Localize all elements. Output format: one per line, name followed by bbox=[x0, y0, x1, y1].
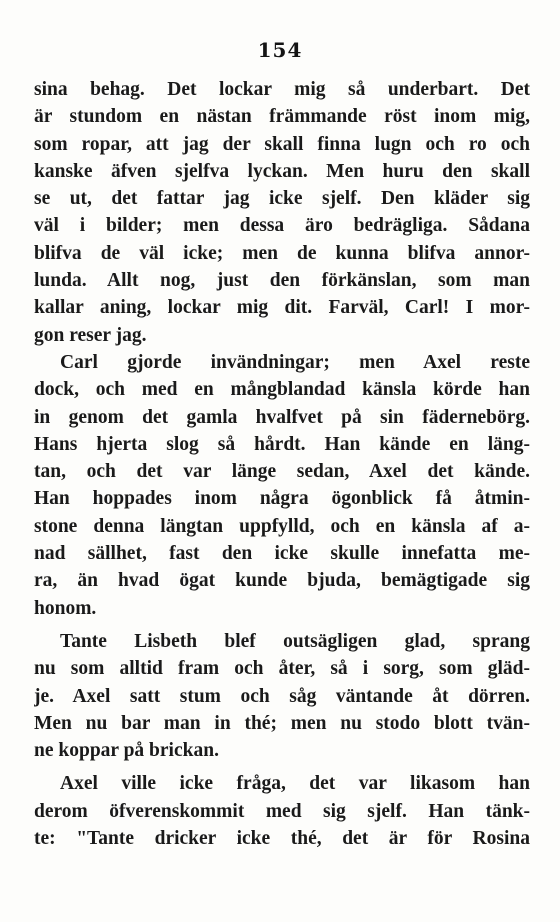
text-line: Han hoppades inom några ögonblick få åtmin- bbox=[34, 488, 530, 510]
text-line: lunda. Allt nog, just den förkänslan, som man bbox=[34, 270, 530, 292]
text-line: gon reser jag. bbox=[34, 324, 147, 346]
text-line: Axel ville icke fråga, det var likasom han bbox=[60, 773, 530, 795]
text-line: blifva de väl icke; men de kunna blifva annor- bbox=[34, 242, 530, 264]
text-line: ne koppar på brickan. bbox=[34, 740, 219, 762]
page-number: 154 bbox=[257, 38, 303, 62]
text-line: är stundom en nästan främmande röst inom mig, bbox=[34, 106, 530, 128]
text-line: Carl gjorde invändningar; men Axel reste bbox=[60, 351, 530, 373]
paragraph bbox=[34, 349, 530, 622]
text-line: derom öfverenskommit med sig sjelf. Han tänk- bbox=[34, 800, 530, 822]
text-line: ra, än hvad ögat kunde bjuda, bemägtigade sig bbox=[34, 570, 530, 592]
paragraph bbox=[34, 76, 530, 349]
page-header bbox=[0, 38, 560, 62]
text-line: kallar aning, lockar mig dit. Farväl, Carl! I mor- bbox=[34, 297, 530, 319]
text-line: te: "Tante dricker icke thé, det är för Rosina bbox=[34, 828, 530, 850]
text-line: som ropar, att jag der skall finna lugn och ro och bbox=[34, 133, 530, 155]
text-line: Tante Lisbeth blef outsägligen glad, sprang bbox=[60, 630, 530, 652]
text-line: tan, och det var länge sedan, Axel det kände. bbox=[34, 461, 530, 483]
page-body bbox=[34, 76, 530, 852]
text-line: je. Axel satt stum och såg väntande åt dörren. bbox=[34, 685, 530, 707]
paragraph bbox=[34, 628, 530, 764]
text-line: honom. bbox=[34, 597, 97, 619]
text-line: stone denna längtan uppfylld, och en känsla af a- bbox=[34, 515, 530, 537]
text-line: sina behag. Det lockar mig så underbart. Det bbox=[34, 79, 530, 100]
text-line: nad sällhet, fast den icke skulle innefatta me- bbox=[34, 543, 530, 565]
text-line: kanske äfven sjelfva lyckan. Men huru den skall bbox=[34, 160, 530, 182]
text-line: väl i bilder; men dessa äro bedrägliga. Sådana bbox=[34, 215, 530, 237]
text-line: in genom det gamla hvalfvet på sin fädernebörg. bbox=[34, 406, 530, 428]
text-line: dock, och med en mångblandad känsla körde han bbox=[34, 379, 530, 401]
text-line: Men nu bar man in thé; men nu stodo blott tvän- bbox=[34, 712, 530, 734]
text-line: nu som alltid fram och åter, så i sorg, som gläd- bbox=[34, 658, 530, 680]
text-line: Hans hjerta slog så hårdt. Han kände en läng- bbox=[34, 433, 530, 455]
paragraph bbox=[34, 770, 530, 852]
text-line: se ut, det fattar jag icke sjelf. Den kläder sig bbox=[34, 188, 530, 210]
